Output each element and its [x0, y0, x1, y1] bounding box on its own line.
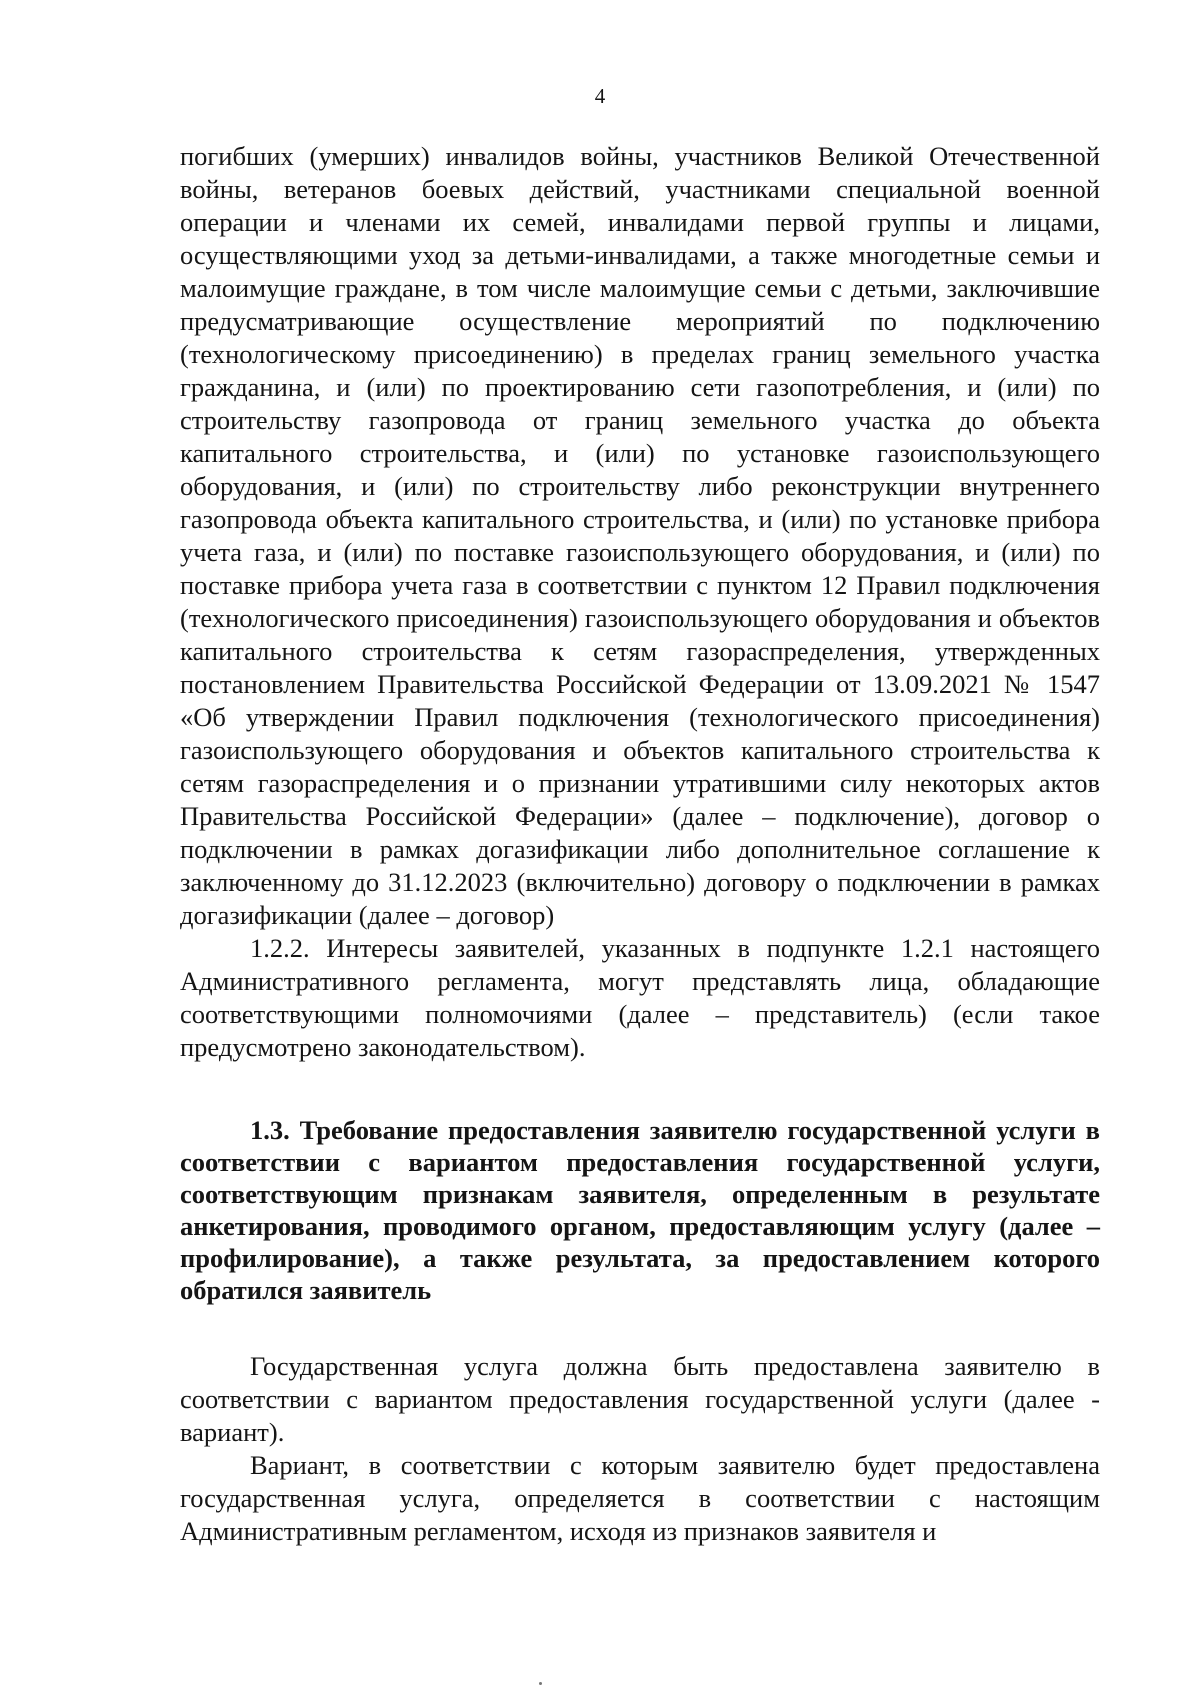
- paragraph-service-variant: Государственная услуга должна быть предоставлена заявителю в соответствии с вариантом предоставления государственной услуги (далее - вариант).: [180, 1351, 1100, 1447]
- paragraph-1-2-2: 1.2.2. Интересы заявителей, указанных в подпункте 1.2.1 настоящего Административного регламента, могут представлять лица, обладающие соответствующими полномочиями (далее – представитель) (если такое предусмотрено законодательством).: [180, 933, 1100, 1062]
- paragraph-variant-determination: Вариант, в соответствии с которым заявителю будет предоставлена государственная услуга, определяется в соответствии с настоящим Административным регламентом, исходя из признаков заявителя и: [180, 1450, 1100, 1546]
- document-body: [180, 140, 1100, 1548]
- page-number: 4: [594, 84, 606, 108]
- paragraph-continuation: погибших (умерших) инвалидов войны, участников Великой Отечественной войны, ветеранов боевых действий, участниками специальной военной операции и членами их семей, инвалидами первой группы и лицами, осуществляющими уход за детьми-инвалидами, а также многодетные семьи и малоимущие граждане, в том числе малоимущие семьи с детьми, заключившие предусматривающие осуществление мероприятий по подключению (технологическому присоединению) в пределах границ земельного участка гражданина, и (или) по проектированию сети газопотребления, и (или) по строительству газопровода от границ земельного участка до объекта капитального строительства, и (или) по установке газоиспользующего оборудования, и (или) по строительству либо реконструкции внутреннего газопровода объекта капитального строительства, и (или) по установке прибора учета газа, и (или) по поставке газоиспользующего оборудования, и (или) по поставке прибора учета газа в соответствии с пунктом 12 Правил подключения (технологического присоединения) газоиспользующего оборудования и объектов капитального строительства к сетям газораспределения, утвержденных постановлением Правительства Российской Федерации от 13.09.2021 № 1547 «Об утверждении Правил подключения (технологического присоединения) газоиспользующего оборудования и объектов капитального строительства к сетям газораспределения и о признании утратившими силу некоторых актов Правительства Российской Федерации» (далее – подключение), договор о подключении в рамках догазификации либо дополнительное соглашение к заключенному до 31.12.2023 (включительно) договору о подключении в рамках догазификации (далее – договор): [180, 141, 1100, 930]
- section-heading-1-3: 1.3. Требование предоставления заявителю государственной услуги в соответствии с вариантом предоставления государственной услуги, соответствующим признакам заявителя, определенным в результате анкетирования, проводимого органом, предоставляющим услугу (далее – профилирование), а также результата, за предоставлением которого обратился заявитель: [180, 1115, 1100, 1305]
- scan-speck: [539, 1682, 542, 1685]
